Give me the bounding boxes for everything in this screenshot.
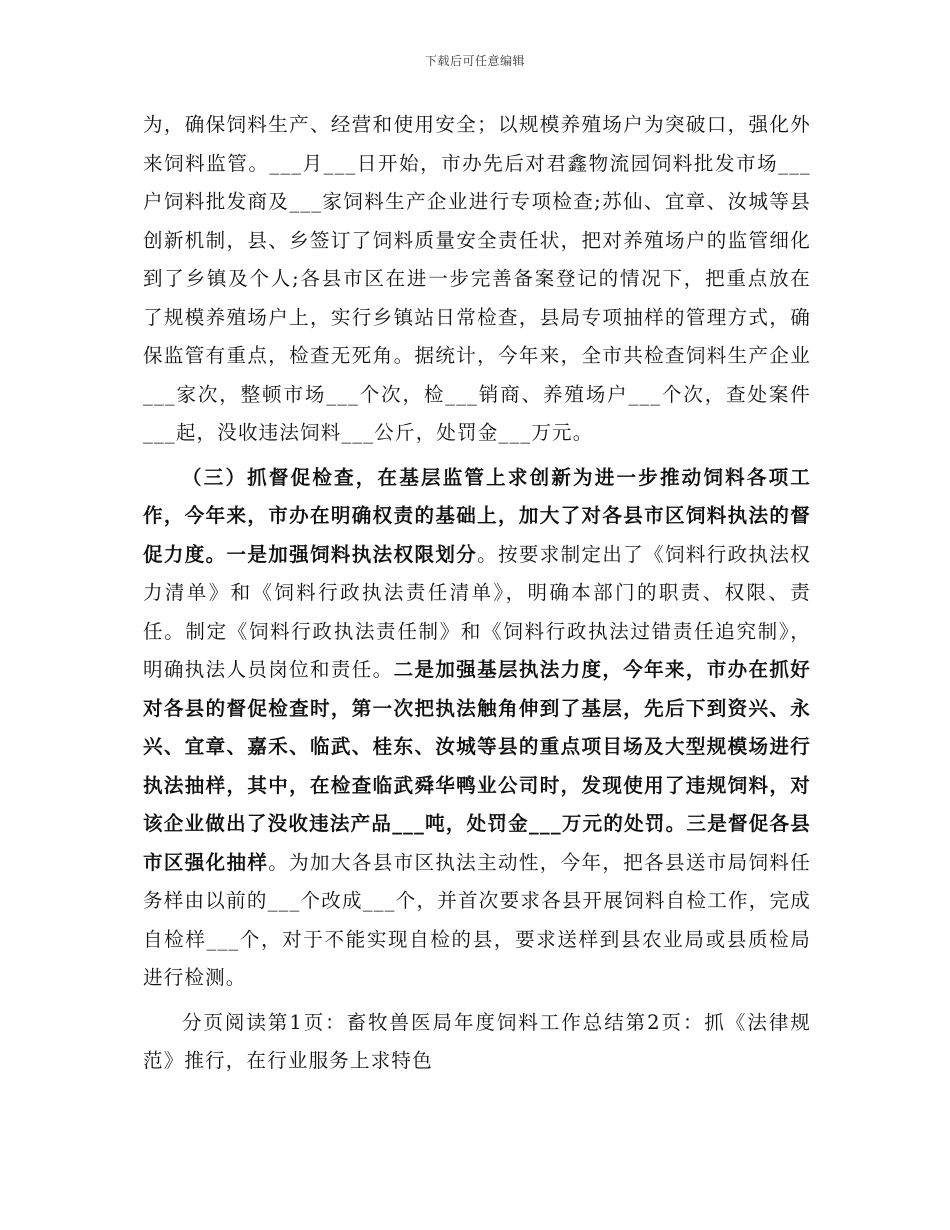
normal-text-sampling: 。为加大各县市区执法主动性，今年，把各县送市局饲料任务样由以前的___个改成___个，并首次要求各县开展饲料自检工作，完成自检样___个，对于不能实现自检的县，要求送样到县农业局或县质检局进行检测。 (143, 850, 812, 989)
bold-text-section-three: （三）抓督促检查，在基层监管上求创新为进一步推动饲料各项工作，今年来，市办在明确权责的基础上，加大了对各县市区饲料执法的督促力度。一是加强饲料执法权限划分 (143, 465, 811, 566)
bold-text-enforcement: 二是加强基层执法力度，今年来，市办在抓好对各县的督促检查时，第一次把执法触角伸到了基层，先后下到资兴、永兴、宜章、嘉禾、临武、桂东、汝城等县的重点项目场及大型规模场进行执法抽样，其中，在检查临武舜华鸭业公司时，发现使用了违规饲料，对该企业做出了没收违法产品___吨，处罚金___万元的处罚。三是督促各县市区强化抽样 (143, 658, 811, 874)
page-header: 下载后可任意编辑 (424, 54, 525, 68)
normal-text-permission-list: 。按要求制定出了《饲料行政执法权力清单》和《饲料行政执法责任清单》，明确本部门的职责、权限、责任。制定《饲料行政执法责任制》和《饲料行政执法过错责任追究制》，明确执法人员岗位和责任。 (143, 542, 812, 681)
paragraph-page-navigation: 分页阅读第1页：畜牧兽医局年度饲料工作总结第2页：抓《法律规范》推行，在行业服务上求特色 (143, 1010, 811, 1072)
paragraph-feed-supervision: 为，确保饲料生产、经营和使用安全；以规模养殖场户为突破口，强化外来饲料监管。___月___日开始，市办先后对君鑫物流园饲料批发市场___户饲料批发商及___家饲料生产企业进行专项检查;苏仙、宜章、汝城等县创新机制，县、乡签订了饲料质量安全责任状，把对养殖场户的监管细化到了乡镇及个人;各县市区在进一步完善备案登记的情况下，把重点放在了规模养殖场户上，实行乡镇站日常检查，县局专项抽样的管理方式，确保监管有重点，检查无死角。据统计，今年来，全市共检查饲料生产企业___家次，整顿市场___个次，检___销商、养殖场户___个次，查处案件___起，没收违法饲料___公斤，处罚金___万元。 (143, 113, 811, 444)
document-body (143, 106, 811, 1081)
paragraph-inspection-supervision (143, 459, 811, 998)
